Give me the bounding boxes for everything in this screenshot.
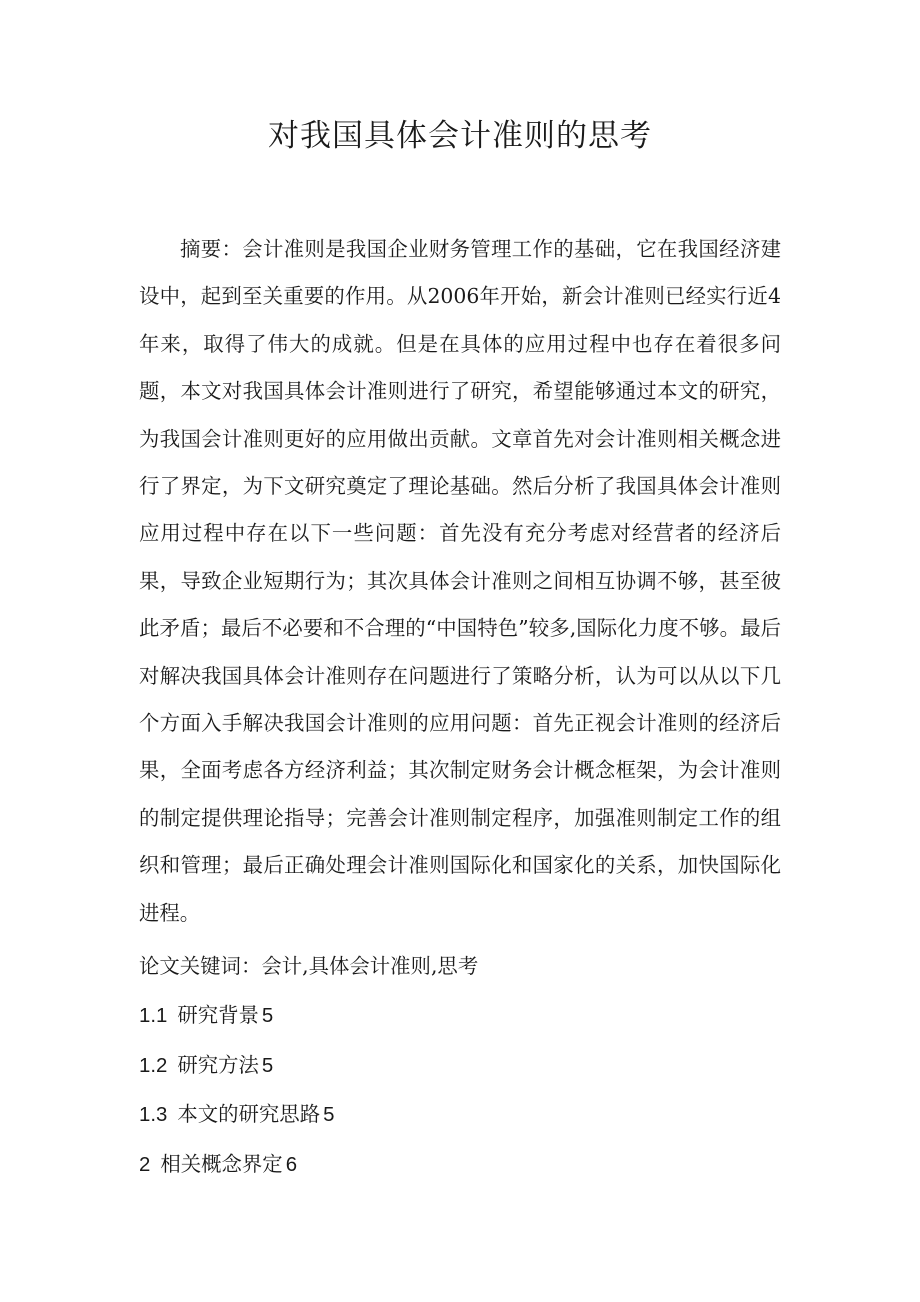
toc-entry-page: 6	[285, 1153, 298, 1176]
toc-entry	[139, 1041, 334, 1091]
toc-entry-number: 1.1	[139, 1005, 168, 1027]
table-of-contents	[139, 991, 334, 1189]
toc-entry-label: 相关概念界定	[160, 1151, 283, 1176]
toc-entry-number: 1.3	[139, 1104, 168, 1126]
abstract-paragraph: 摘要：会计准则是我国企业财务管理工作的基础，它在我国经济建设中，起到至关重要的作用。从2006年开始，新会计准则已经实行近4年来，取得了伟大的成就。但是在具体的应用过程中也存在着很多问题，本文对我国具体会计准则进行了研究，希望能够通过本文的研究，为我国会计准则更好的应用做出贡献。文章首先对会计准则相关概念进行了界定，为下文研究奠定了理论基础。然后分析了我国具体会计准则应用过程中存在以下一些问题：首先没有充分考虑对经营者的经济后果，导致企业短期行为；其次具体会计准则之间相互协调不够，甚至彼此矛盾；最后不必要和不合理的“中国特色”较多,国际化力度不够。最后对解决我国具体会计准则存在问题进行了策略分析，认为可以从以下几个方面入手解决我国会计准则的应用问题：首先正视会计准则的经济后果，全面考虑各方经济利益；其次制定财务会计概念框架，为会计准则的制定提供理论指导；完善会计准则制定程序，加强准则制定工作的组织和管理；最后正确处理会计准则国际化和国家化的关系，加快国际化进程。	[139, 237, 781, 925]
document-title: 对我国具体会计准则的思考	[268, 118, 652, 154]
toc-entry-page: 5	[261, 1005, 274, 1027]
keywords-line: 论文关键词：会计,具体会计准则,思考	[139, 954, 479, 978]
toc-entry-page: 5	[261, 1054, 274, 1077]
toc-entry-label: 本文的研究思路	[177, 1102, 321, 1126]
toc-entry	[139, 1140, 334, 1190]
toc-entry	[139, 991, 334, 1041]
toc-entry-label: 研究方法	[177, 1052, 259, 1077]
toc-entry-number: 2	[139, 1153, 151, 1176]
toc-entry	[139, 1090, 334, 1140]
toc-entry-page: 5	[323, 1104, 335, 1126]
toc-entry-number: 1.2	[139, 1054, 168, 1077]
toc-entry-label: 研究背景	[177, 1003, 259, 1027]
